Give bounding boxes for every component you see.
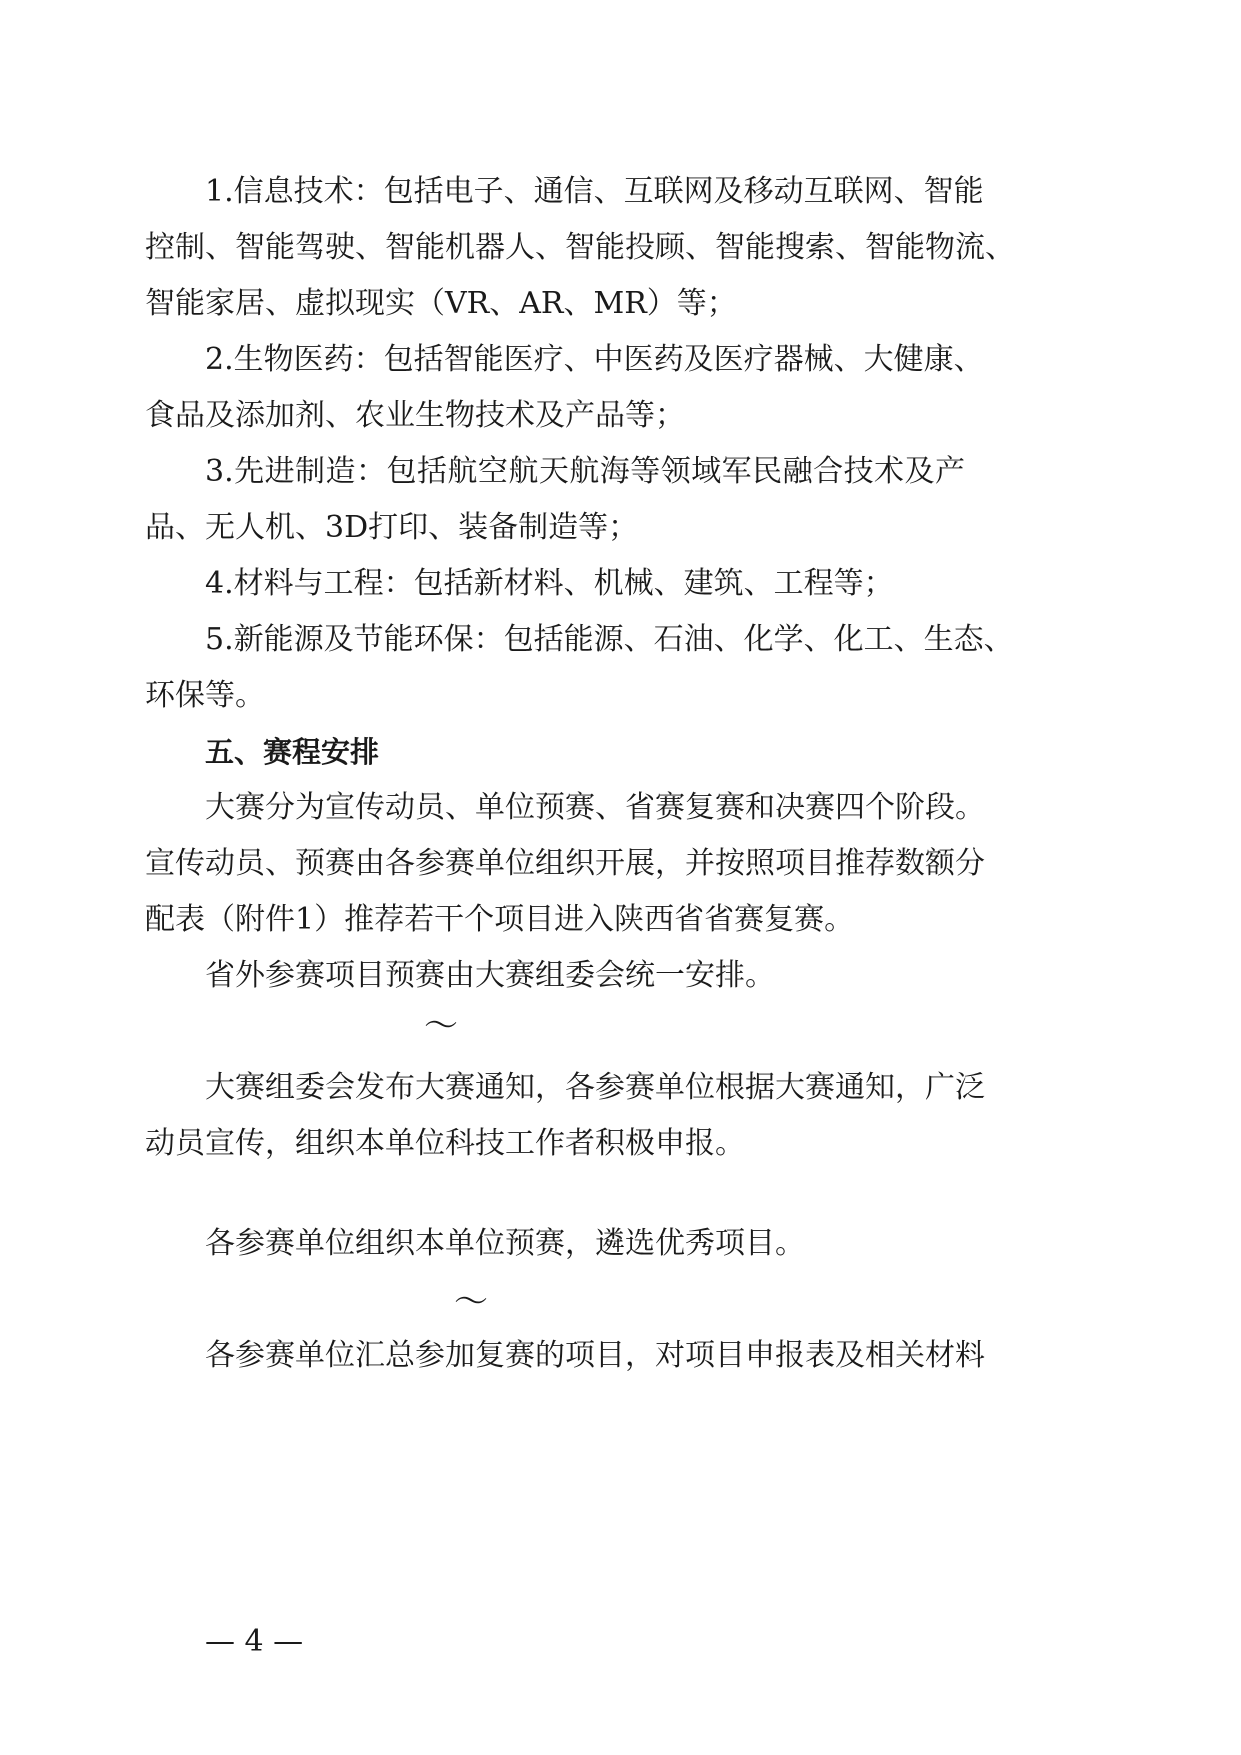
text-line: 大赛组委会发布大赛通知，各参赛单位根据大赛通知，广泛 <box>205 1070 985 1105</box>
text-line: 5.新能源及节能环保：包括能源、石油、化学、化工、生态、 <box>205 622 1014 657</box>
text-line: 智能家居、虚拟现实（VR、AR、MR）等； <box>145 286 737 321</box>
tilde-mark: ～ <box>454 1282 488 1322</box>
text-line: 食品及添加剂、农业生物技术及产品等； <box>145 398 685 433</box>
text-line: 大赛分为宣传动员、单位预赛、省赛复赛和决赛四个阶段。 <box>205 790 985 825</box>
text-line: 品、无人机、3D打印、装备制造等； <box>145 510 639 545</box>
text-line: 2.生物医药：包括智能医疗、中医药及医疗器械、大健康、 <box>205 342 984 377</box>
text-line: 配表（附件1）推荐若干个项目进入陕西省省赛复赛。 <box>145 902 855 937</box>
text-line: 1.信息技术：包括电子、通信、互联网及移动互联网、智能 <box>205 174 984 209</box>
text-line: 动员宣传，组织本单位科技工作者积极申报。 <box>145 1126 745 1161</box>
text-line: 控制、智能驾驶、智能机器人、智能投顾、智能搜索、智能物流、 <box>145 230 1015 265</box>
text-line: 宣传动员、预赛由各参赛单位组织开展，并按照项目推荐数额分 <box>145 846 985 881</box>
text-line: 各参赛单位汇总参加复赛的项目，对项目申报表及相关材料 <box>205 1338 985 1373</box>
section-heading: 五、赛程安排 <box>205 735 380 769</box>
text-line: 3.先进制造：包括航空航天航海等领域军民融合技术及产 <box>205 454 965 489</box>
text-line: 省外参赛项目预赛由大赛组委会统一安排。 <box>205 958 775 993</box>
text-line: 环保等。 <box>145 678 265 713</box>
page-number: — 4 — <box>205 1624 304 1659</box>
tilde-mark: ～ <box>424 1006 458 1046</box>
text-line: 4.材料与工程：包括新材料、机械、建筑、工程等； <box>205 566 894 601</box>
text-line: 各参赛单位组织本单位预赛，遴选优秀项目。 <box>205 1226 805 1261</box>
